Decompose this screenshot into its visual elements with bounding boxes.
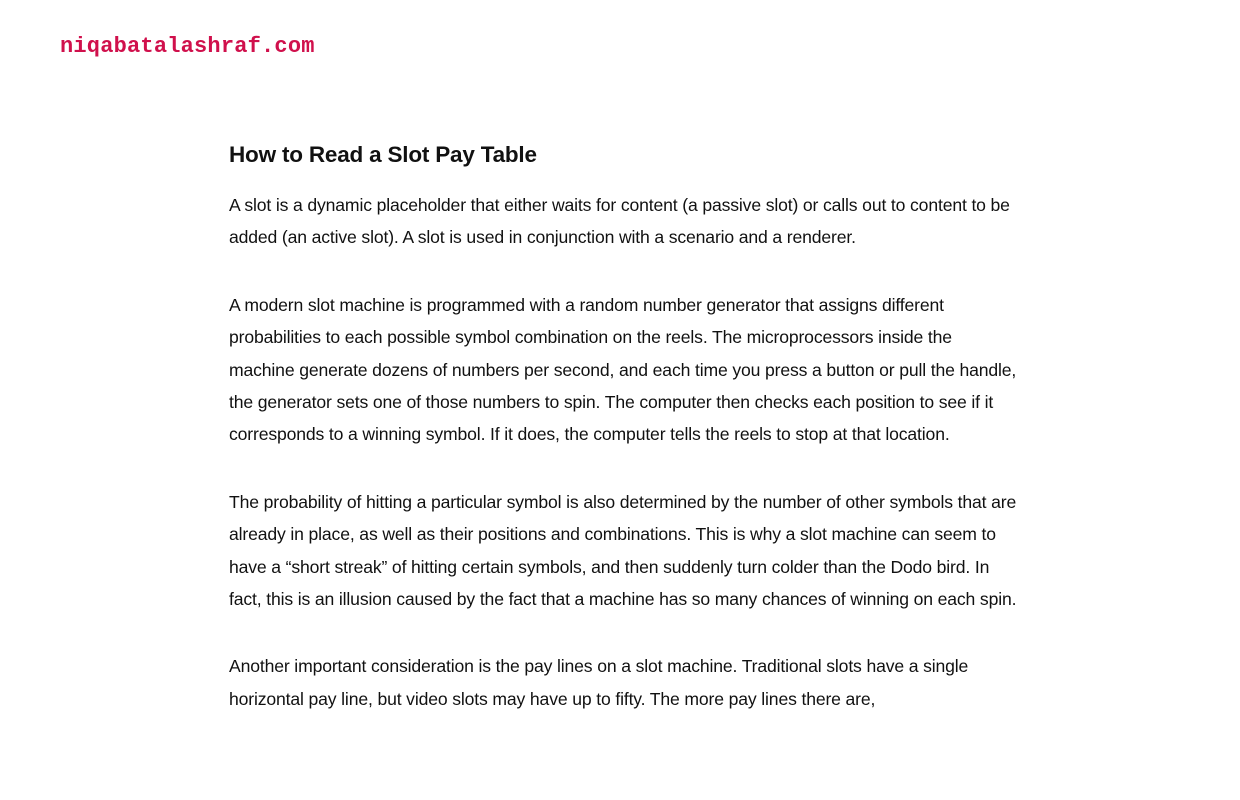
post-paragraph-3: The probability of hitting a particular symbol is also determined by the number of other symbols that are already in place, as well as their positions and combinations. This is why a slot machine can seem to have a “short streak” of hitting certain symbols, and then suddenly turn colder than the Dodo bird. In fact, this is an illusion caused by the fact that a machine has so many chances of winning on each spin. bbox=[229, 491, 1017, 610]
post-body bbox=[229, 189, 1019, 715]
site-title-link[interactable]: niqabatalashraf.com bbox=[60, 34, 315, 59]
main-content bbox=[229, 139, 1019, 750]
post-paragraph-4: Another important consideration is the pay lines on a slot machine. Traditional slots have a single horizontal pay line, but video slots may have up to fifty. The more pay lines there are, bbox=[229, 656, 969, 709]
site-header bbox=[60, 34, 315, 59]
post-paragraph-2: A modern slot machine is programmed with a random number generator that assigns different probabilities to each possible symbol combination on the reels. The microprocessors inside the machine generate dozens of numbers per second, and each time you press a button or pull the handle, the generator sets one of those numbers to spin. The computer then checks each position to see if it corresponds to a winning symbol. If it does, the computer tells the reels to stop at that location. bbox=[229, 294, 1017, 445]
post-title: How to Read a Slot Pay Table bbox=[229, 142, 537, 167]
post-paragraph-1: A slot is a dynamic placeholder that either waits for content (a passive slot) or calls out to content to be added (an active slot). A slot is used in conjunction with a scenario and a renderer. bbox=[229, 195, 1010, 248]
post-article bbox=[229, 139, 1019, 715]
